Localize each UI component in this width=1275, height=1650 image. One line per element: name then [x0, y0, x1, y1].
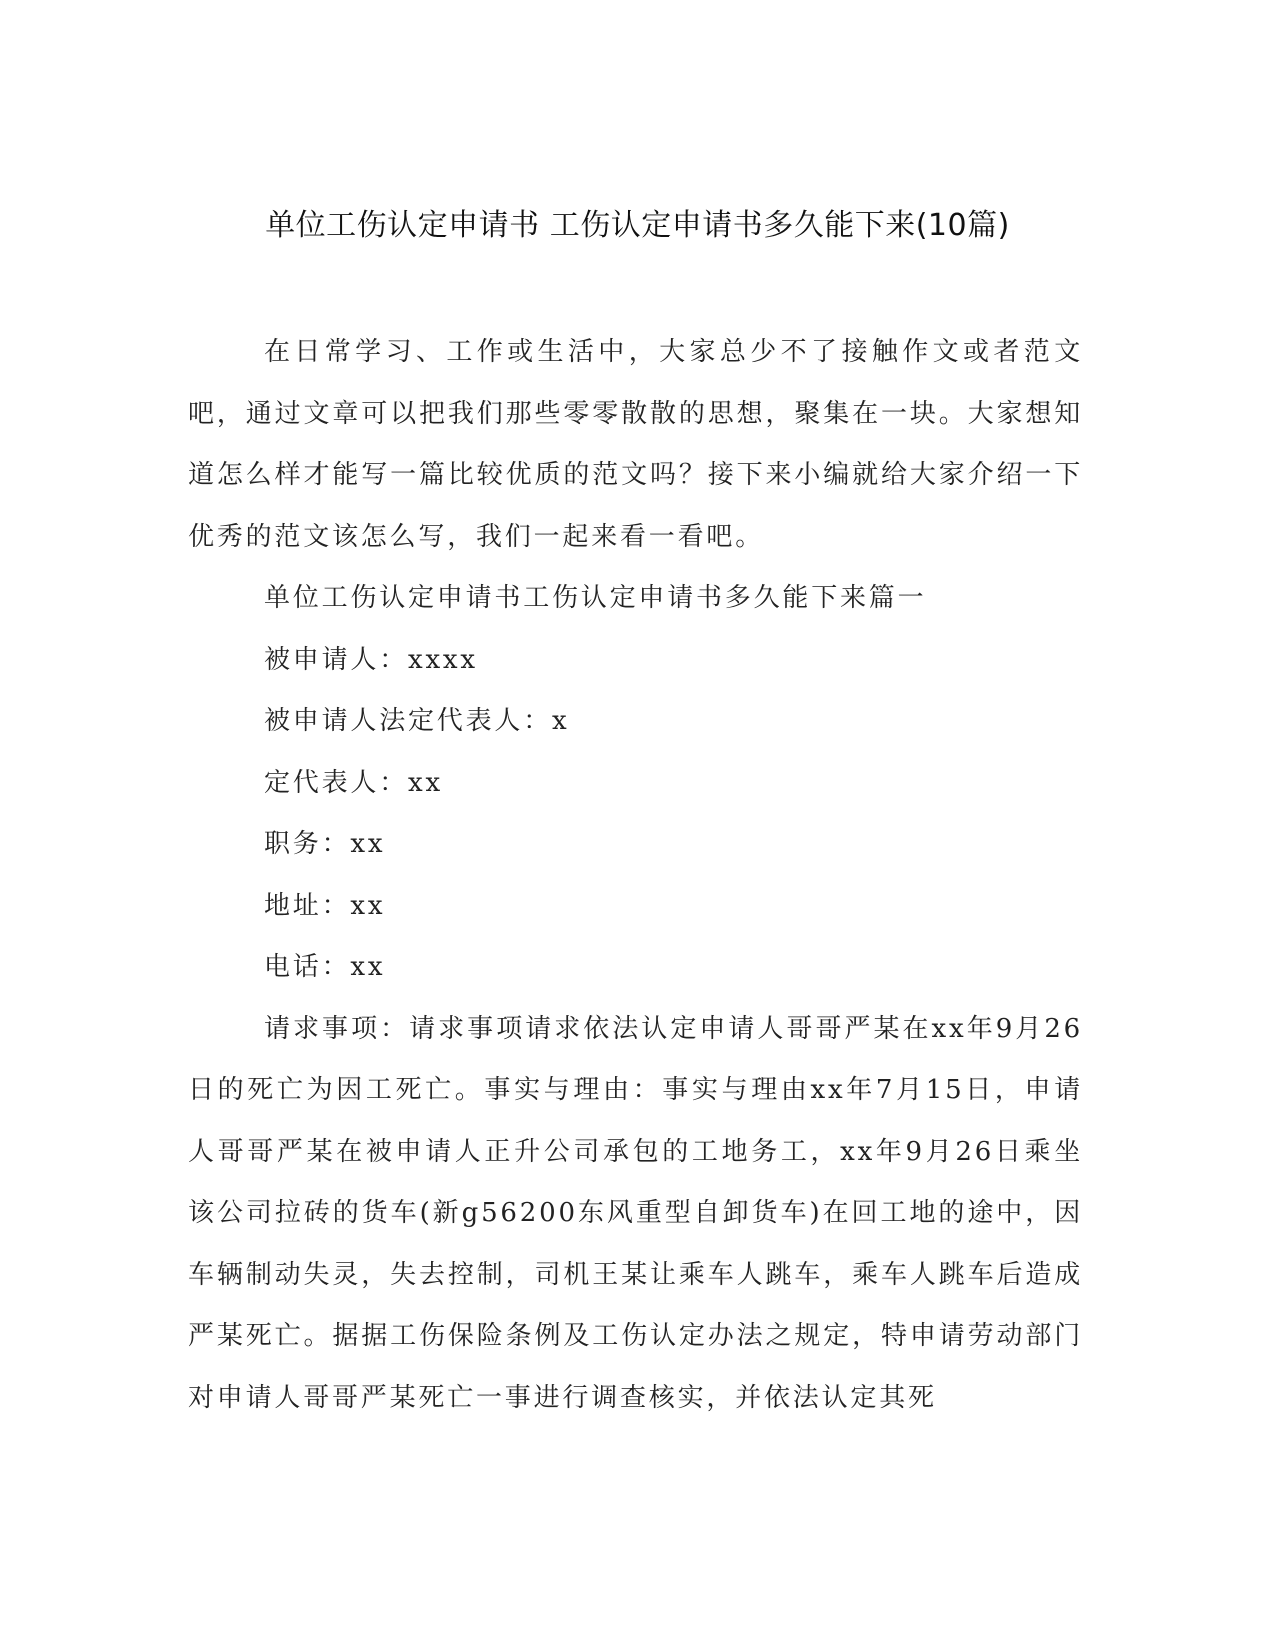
intro-paragraph: 在日常学习、工作或生活中，大家总少不了接触作文或者范文吧，通过文章可以把我们那些零零散散的思想，聚集在一块。大家想知道怎么样才能写一篇比较优质的范文吗？接下来小编就给大家介绍一下优秀的范文该怎么写，我们一起来看一看吧。	[188, 337, 1083, 552]
request-paragraph: 请求事项：请求事项请求依法认定申请人哥哥严某在xx年9月26日的死亡为因工死亡。事实与理由：事实与理由xx年7月15日，申请人哥哥严某在被申请人正升公司承包的工地务工，xx年9月26日乘坐该公司拉砖的货车(新g56200东风重型自卸货车)在回工地的途中，因车辆制动失灵，失去控制，司机王某让乘车人跳车，乘车人跳车后造成严某死亡。据据工伤保险条例及工伤认定办法之规定，特申请劳动部门对申请人哥哥严某死亡一事进行调查核实，并依法认定其死	[188, 1013, 1083, 1413]
document-body	[188, 322, 1083, 1429]
section-heading: 单位工伤认定申请书工伤认定申请书多久能下来篇一	[264, 583, 927, 613]
document-title: 单位工伤认定申请书 工伤认定申请书多久能下来(10篇)	[265, 208, 1010, 243]
respondent-line: 被申请人：xxxx	[264, 644, 478, 675]
representative-line: 定代表人：xx	[264, 767, 443, 798]
legal-representative-line: 被申请人法定代表人：x	[264, 706, 570, 736]
address-line: 地址：xx	[264, 890, 386, 921]
position-line: 职务：xx	[264, 829, 386, 859]
phone-line: 电话：xx	[264, 952, 386, 982]
